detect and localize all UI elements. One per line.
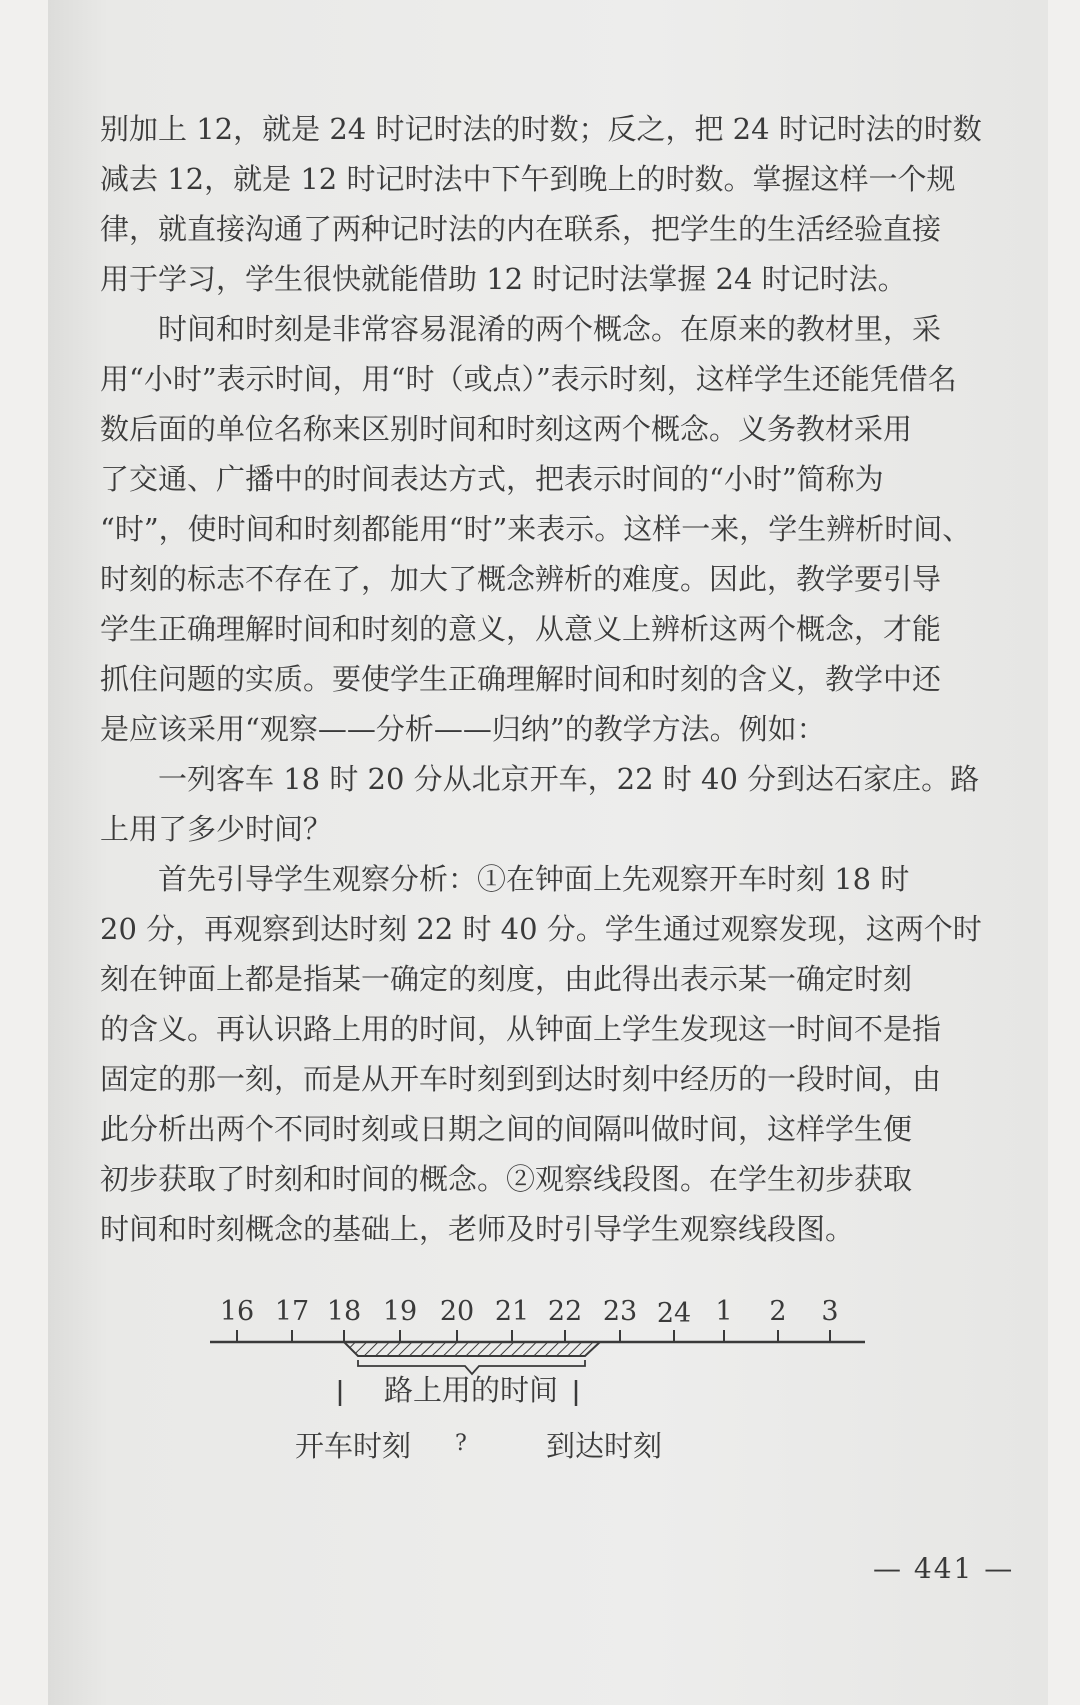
departure-time-label: 开车时刻	[295, 1429, 412, 1463]
text-line: 用“小时”表示时间，用“时（或点）”表示时刻，这样学生还能凭借名	[100, 362, 957, 396]
text-line: 时间和时刻是非常容易混淆的两个概念。在原来的教材里，采	[158, 312, 942, 346]
tick-marks	[237, 1330, 830, 1342]
tick-label: 22	[547, 1296, 583, 1327]
timeline-svg	[100, 1280, 1020, 1520]
tick-label: 16	[219, 1296, 255, 1327]
text-line: 的含义。再认识路上用的时间，从钟面上学生发现这一时间不是指	[100, 1012, 942, 1046]
text-line: 此分析出两个不同时刻或日期之间的间隔叫做时间，这样学生便	[100, 1112, 913, 1146]
timeline-diagram	[100, 1280, 1020, 1520]
tick-label: 3	[821, 1296, 839, 1327]
travel-duration-bar	[344, 1342, 600, 1356]
text-line: 初步获取了时刻和时间的概念。②观察线段图。在学生初步获取	[100, 1162, 913, 1196]
text-line: 刻在钟面上都是指某一确定的刻度，由此得出表示某一确定时刻	[100, 962, 913, 996]
tick-label: 1	[715, 1296, 733, 1327]
text-line: 首先引导学生观察分析：①在钟面上先观察开车时刻 18 时	[158, 862, 910, 896]
text-line: 了交通、广播中的时间表达方式，把表示时间的“小时”简称为	[100, 462, 884, 496]
text-line: 一列客车 18 时 20 分从北京开车，22 时 40 分到达石家庄。路	[158, 762, 980, 796]
travel-time-label: 路上用的时间	[384, 1373, 559, 1407]
text-line: 用于学习，学生很快就能借助 12 时记时法掌握 24 时记时法。	[100, 262, 907, 296]
tick-label: 17	[274, 1296, 310, 1327]
body-text	[100, 104, 1020, 1254]
tick-label: 23	[602, 1296, 638, 1327]
tick-label: 19	[382, 1296, 418, 1327]
text-line: 数后面的单位名称来区别时间和时刻这两个概念。义务教材采用	[100, 412, 913, 446]
text-line: 别加上 12，就是 24 时记时法的时数；反之，把 24 时记时法的时数	[100, 112, 982, 146]
tick-label: 24	[656, 1298, 692, 1329]
tick-label: 18	[326, 1296, 362, 1327]
question-mark: ?	[455, 1431, 467, 1456]
text-line: 时间和时刻概念的基础上，老师及时引导学生观察线段图。	[100, 1212, 855, 1246]
tick-label: 2	[769, 1296, 787, 1327]
text-line: 律，就直接沟通了两种记时法的内在联系，把学生的生活经验直接	[100, 212, 942, 246]
text-line: 20 分，再观察到达时刻 22 时 40 分。学生通过观察发现，这两个时	[100, 912, 982, 946]
text-line: 上用了多少时间？	[100, 812, 333, 846]
book-page	[48, 0, 1048, 1705]
tick-label: 20	[439, 1296, 475, 1327]
text-line: 固定的那一刻，而是从开车时刻到到达时刻中经历的一段时间，由	[100, 1062, 942, 1096]
text-line: 抓住问题的实质。要使学生正确理解时间和时刻的含义，教学中还	[100, 662, 942, 696]
text-line: 是应该采用“观察——分析——归纳”的教学方法。例如：	[100, 712, 826, 746]
text-line: 减去 12，就是 12 时记时法中下午到晚上的时数。掌握这样一个规	[100, 162, 956, 196]
text-line: 时刻的标志不存在了，加大了概念辨析的难度。因此，教学要引导	[100, 562, 942, 596]
duration-brace	[358, 1360, 585, 1374]
tick-label: 21	[494, 1296, 530, 1327]
arrival-time-label: 到达时刻	[546, 1429, 663, 1463]
page-number: — 441 —	[873, 1552, 1015, 1585]
text-line: 学生正确理解时间和时刻的意义，从意义上辨析这两个概念，才能	[100, 612, 942, 646]
text-line: “时”，使时间和时刻都能用“时”来表示。这样一来，学生辨析时间、	[100, 512, 972, 546]
